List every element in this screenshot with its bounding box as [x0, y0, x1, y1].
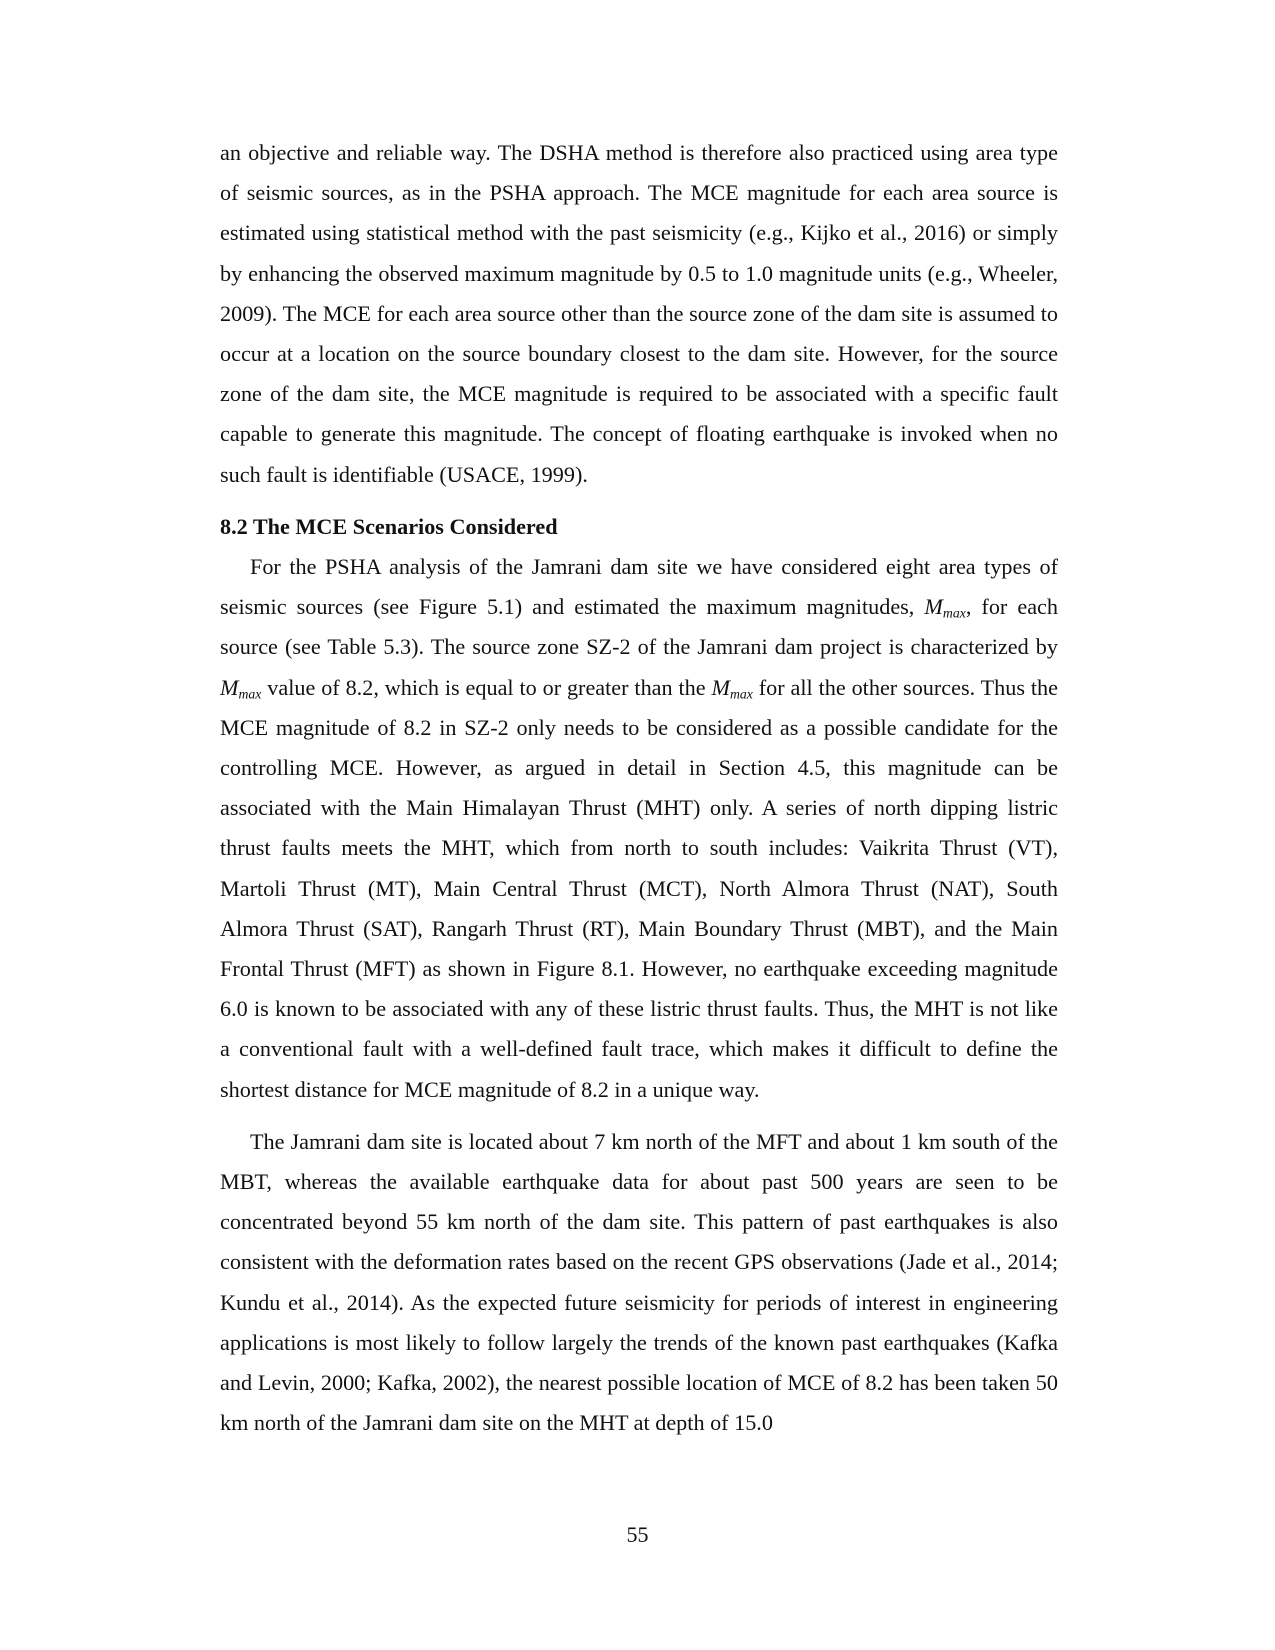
document-page: [220, 133, 1058, 1444]
paragraph-2-text-3: value of 8.2, which is equal to or greater than the: [261, 674, 712, 700]
mmax-symbol-base: M: [924, 594, 943, 620]
mmax-symbol: [220, 675, 261, 700]
mmax-symbol: [924, 594, 965, 619]
section-heading: 8.2 The MCE Scenarios Considered: [220, 513, 558, 539]
body-paragraph-1: an objective and reliable way. The DSHA method is therefore also practiced using area type of seismic sources, as in the PSHA approach. The MCE magnitude for each area source is estimated using statistical method with the past seismicity (e.g., Kijko et al., 2016) or simply by enhancing the observed maximum magnitude by 0.5 to 1.0 magnitude units (e.g., Wheeler, 2009). The MCE for each area source other than the source zone of the dam site is assumed to occur at a location on the source boundary closest to the dam site. However, for the source zone of the dam site, the MCE magnitude is required to be associated with a specific fault capable to generate this magnitude. The concept of floating earthquake is invoked when no such fault is identifiable (USACE, 1999).: [220, 140, 1058, 487]
mmax-symbol-base: M: [220, 674, 239, 700]
body-paragraph-3: The Jamrani dam site is located about 7 km north of the MFT and about 1 km south of the MBT, whereas the available earthquake data for about past 500 years are seen to be concentrated beyond 55 km north of the dam site. This pattern of past earthquakes is also consistent with the deformation rates based on the recent GPS observations (Jade et al., 2014; Kundu et al., 2014). As the expected future seismicity for periods of interest in engineering applications is most likely to follow largely the trends of the known past earthquakes (Kafka and Levin, 2000; Kafka, 2002), the nearest possible location of MCE of 8.2 has been taken 50 km north of the Jamrani dam site on the MHT at depth of 15.0: [220, 1128, 1058, 1436]
mmax-symbol-base: M: [711, 674, 730, 700]
paragraph-2-text-2: , for each source (see Table 5.3). The source zone SZ-2 of the Jamrani dam project is characterized by: [220, 594, 1058, 660]
paragraph-spacer: [220, 1110, 1058, 1122]
page-number: 55: [626, 1522, 649, 1547]
mmax-symbol-subscript: max: [942, 605, 966, 621]
mmax-symbol-subscript: max: [729, 686, 753, 702]
mmax-symbol-subscript: max: [238, 686, 262, 702]
paragraph-2-text-1: For the PSHA analysis of the Jamrani dam site we have considered eight area types of seismic sources (see Figure 5.1) and estimated the maximum magnitudes,: [220, 554, 1058, 620]
mmax-symbol: [712, 675, 753, 700]
paragraph-2-text-4: for all the other sources. Thus the MCE magnitude of 8.2 in SZ-2 only needs to be considered as a possible candidate for the controlling MCE. However, as argued in detail in Section 4.5, this magnitude can be associated with the Main Himalayan Thrust (MHT) only. A series of north dipping listric thrust faults meets the MHT, which from north to south includes: Vaikrita Thrust (VT), Martoli Thrust (MT), Main Central Thrust (MCT), North Almora Thrust (NAT), South Almora Thrust (SAT), Rangarh Thrust (RT), Main Boundary Thrust (MBT), and the Main Frontal Thrust (MFT) as shown in Figure 8.1. However, no earthquake exceeding magnitude 6.0 is known to be associated with any of these listric thrust faults. Thus, the MHT is not like a conventional fault with a well-defined fault trace, which makes it difficult to define the shortest distance for MCE magnitude of 8.2 in a unique way.: [220, 674, 1058, 1102]
body-paragraph-2: [220, 547, 1058, 1110]
